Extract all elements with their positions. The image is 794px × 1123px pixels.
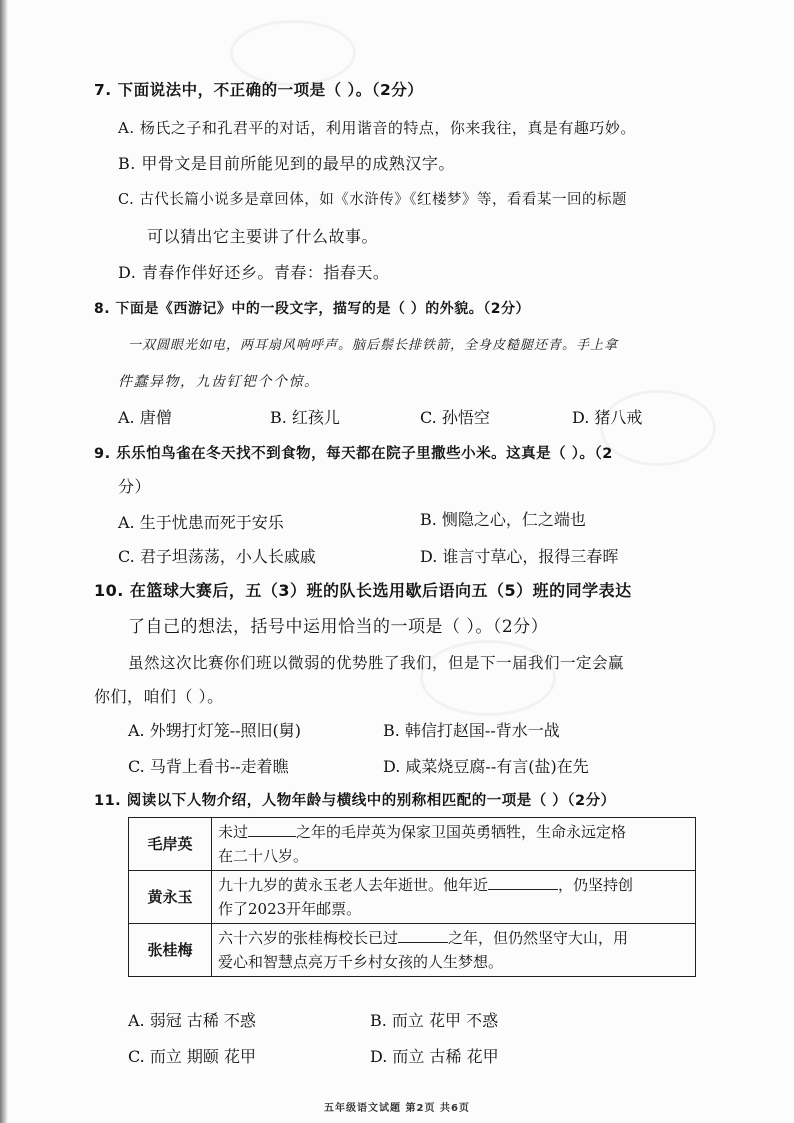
answer-blank <box>398 928 448 943</box>
q10-passage-line2: 你们，咱们（ ）。 <box>94 687 224 706</box>
q10-passage-line1: 虽然这次比赛你们班以微弱的优势胜了我们，但是下一届我们一定会赢 <box>128 654 625 672</box>
q8-option-d: D. 猪八戒 <box>572 408 643 427</box>
q9-option-d: D. 谁言寸草心，报得三春晖 <box>420 547 619 566</box>
q11-option-d: D. 而立 古稀 花甲 <box>370 1047 499 1066</box>
q8-passage-line2: 件蠢异物，九齿钉钯个个惊。 <box>118 374 320 390</box>
q7-option-d: D. 青春作伴好还乡。青春：指春天。 <box>118 263 390 282</box>
person-table <box>128 817 696 977</box>
description-text: 未过 <box>218 823 249 841</box>
description-text: 九十九岁的黄永玉老人去年逝世。他年近 <box>218 876 489 894</box>
person-name: 毛岸英 <box>129 818 212 871</box>
description-text: 爱心和智慧点亮万千乡村女孩的人生梦想。 <box>218 953 504 971</box>
person-name: 黄永玉 <box>129 871 212 924</box>
q9-option-c: C. 君子坦荡荡，小人长戚戚 <box>118 547 316 566</box>
q7-option-c-line2: 可以猜出它主要讲了什么故事。 <box>147 227 379 246</box>
answer-blank <box>488 875 558 890</box>
description-text: 之年，但仍然坚守大山，用 <box>448 929 629 947</box>
page-footer: 五年级语文试题 第2页 共6页 <box>324 1103 470 1114</box>
description-text: 六十六岁的张桂梅校长已过 <box>218 929 399 947</box>
q7-option-c-line1: C. 古代长篇小说多是章回体，如《水浒传》《红楼梦》等，看看某一回的标题 <box>118 192 628 208</box>
q8-stem: 8. 下面是《西游记》中的一段文字，描写的是（ ）的外貌。（2分） <box>94 301 531 317</box>
person-description <box>212 871 696 924</box>
q10-option-d: D. 咸菜烧豆腐--有言(盐)在先 <box>383 757 589 776</box>
q11-stem: 11. 阅读以下人物介绍，人物年龄与横线中的别称相匹配的一项是（ ）（2分） <box>94 793 616 809</box>
q11-option-b: B. 而立 花甲 不惑 <box>370 1011 499 1030</box>
watermark-seal <box>230 20 356 86</box>
answer-blank <box>248 822 296 837</box>
table-row <box>129 924 696 977</box>
description-text: 作了2023开年邮票。 <box>218 900 362 918</box>
q9-option-b: B. 恻隐之心，仁之端也 <box>420 510 586 529</box>
description-text: ，仍坚持创 <box>558 876 634 894</box>
q8-option-b: B. 红孩儿 <box>270 408 340 427</box>
q9-stem: 9. 乐乐怕鸟雀在冬天找不到食物，每天都在院子里撒些小米。这真是（ ）。（2 <box>94 446 613 462</box>
scan-edge-shadow <box>0 0 8 1123</box>
q10-option-a: A. 外甥打灯笼--照旧(舅) <box>128 721 302 740</box>
q7-option-a: A. 杨氏之子和孔君平的对话，利用谐音的特点，你来我往，真是有趣巧妙。 <box>118 119 636 137</box>
q8-passage-line1: 一双圆眼光如电，两耳扇风响呼声。脑后鬃长排铁箭，全身皮糙腿还青。手上拿 <box>128 338 619 353</box>
q7-option-b: B. 甲骨文是目前所能见到的最早的成熟汉字。 <box>118 154 455 173</box>
table-row <box>129 818 696 871</box>
table-row <box>129 871 696 924</box>
q8-option-c: C. 孙悟空 <box>420 408 490 427</box>
q10-option-b: B. 韩信打赵国--背水一战 <box>383 721 560 740</box>
q8-option-a: A. 唐僧 <box>118 408 172 427</box>
person-description <box>212 924 696 977</box>
q10-stem-line1: 10. 在篮球大赛后，五（3）班的队长选用歇后语向五（5）班的同学表达 <box>94 581 632 600</box>
q10-stem-line2: 了自己的想法，括号中运用恰当的一项是（ ）。（2分） <box>128 617 549 637</box>
q7-stem: 7. 下面说法中，不正确的一项是（ ）。（2分） <box>94 81 424 99</box>
person-description <box>212 818 696 871</box>
description-text: 在二十八岁。 <box>218 847 309 865</box>
description-text: 之年的毛岸英为保家卫国英勇牺牲，生命永远定格 <box>296 823 627 841</box>
person-name: 张桂梅 <box>129 924 212 977</box>
q11-option-c: C. 而立 期颐 花甲 <box>128 1047 257 1066</box>
q11-option-a: A. 弱冠 古稀 不惑 <box>128 1011 256 1030</box>
q9-stem-continued: 分） <box>118 477 152 496</box>
q9-option-a: A. 生于忧患而死于安乐 <box>118 513 284 532</box>
q10-option-c: C. 马背上看书--走着瞧 <box>128 757 289 776</box>
